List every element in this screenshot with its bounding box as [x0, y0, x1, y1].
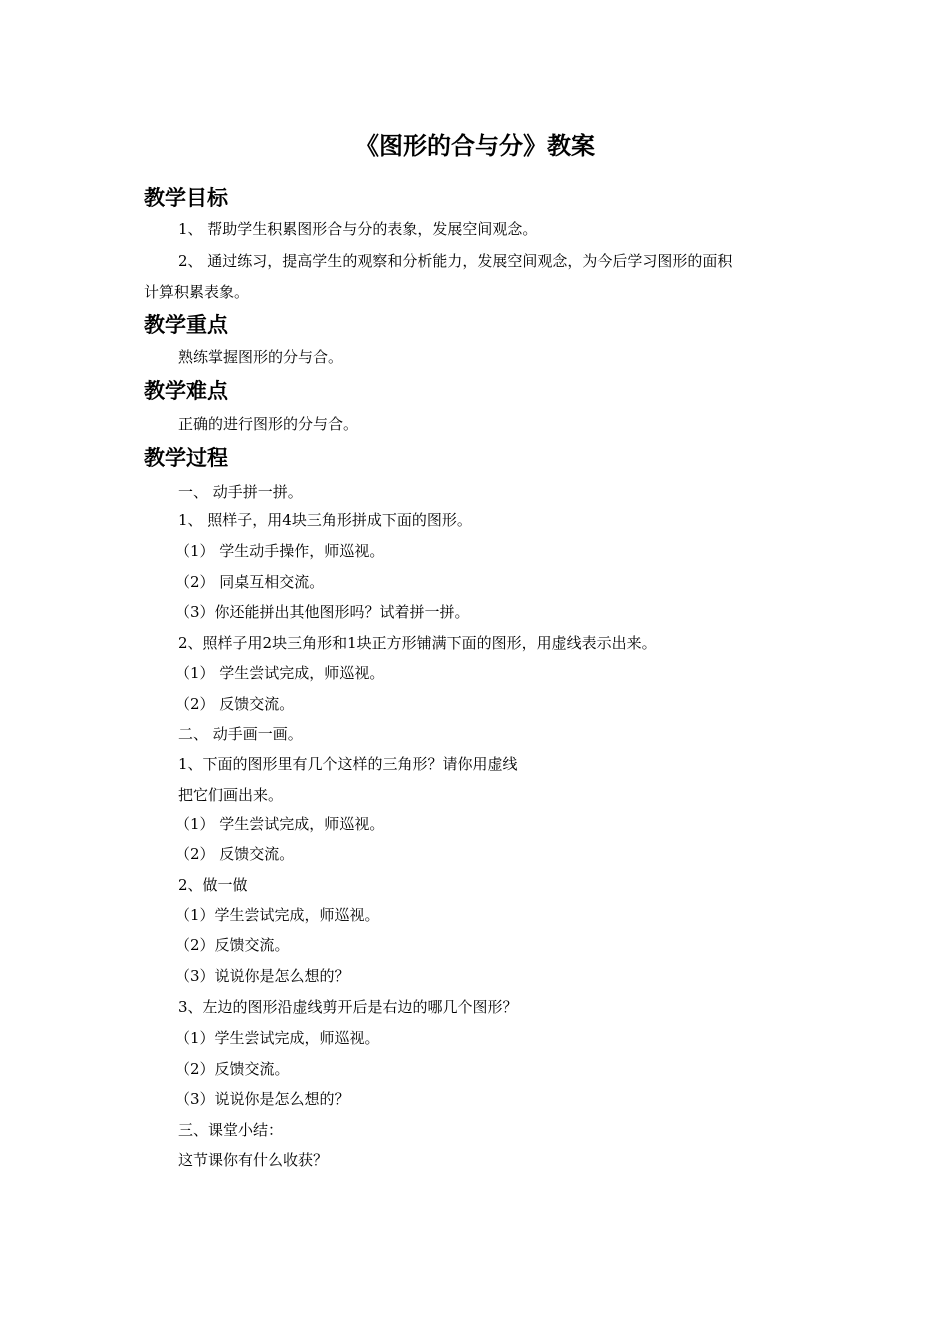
process-line: 1、下面的图形里有几个这样的三角形？请你用虚线 [178, 755, 518, 773]
process-line: （3）说说你是怎么想的？ [175, 1090, 350, 1108]
process-line: 2、照样子用2块三角形和1块正方形铺满下面的图形，用虚线表示出来。 [178, 634, 657, 652]
goal-item: 1、 帮助学生积累图形合与分的表象，发展空间观念。 [178, 220, 538, 238]
section-heading-difficulties: 教学难点 [144, 379, 228, 403]
process-line: （2） 反馈交流。 [175, 695, 295, 713]
process-line: 这节课你有什么收获？ [178, 1151, 329, 1169]
process-line: （2） 反馈交流。 [175, 845, 295, 863]
process-line: 1、 照样子，用4块三角形拼成下面的图形。 [178, 511, 472, 529]
process-line: （2） 同桌互相交流。 [175, 573, 325, 591]
process-line: （3）你还能拼出其他图形吗？试着拼一拼。 [175, 603, 470, 621]
key-points-text: 熟练掌握图形的分与合。 [178, 348, 344, 366]
goal-item: 2、 通过练习，提高学生的观察和分析能力，发展空间观念，为今后学习图形的面积 [178, 252, 733, 270]
process-line: （1）学生尝试完成，师巡视。 [175, 906, 380, 924]
section-heading-goals: 教学目标 [144, 186, 228, 210]
process-line: （2）反馈交流。 [175, 1060, 290, 1078]
process-line: 一、 动手拼一拼。 [178, 483, 303, 501]
process-line: （1） 学生尝试完成，师巡视。 [175, 815, 385, 833]
section-heading-key-points: 教学重点 [144, 313, 228, 337]
process-line: （1） 学生动手操作，师巡视。 [175, 542, 385, 560]
process-line: （2）反馈交流。 [175, 936, 290, 954]
process-line: （1） 学生尝试完成，师巡视。 [175, 664, 385, 682]
process-line: 3、左边的图形沿虚线剪开后是右边的哪几个图形？ [178, 998, 518, 1016]
process-line: 二、 动手画一画。 [178, 725, 303, 743]
section-heading-process: 教学过程 [144, 446, 228, 470]
process-line: （1）学生尝试完成，师巡视。 [175, 1029, 380, 1047]
goal-item-continuation: 计算积累表象。 [144, 283, 250, 301]
process-line: （3）说说你是怎么想的？ [175, 967, 350, 985]
process-line: 把它们画出来。 [178, 786, 284, 804]
difficulties-text: 正确的进行图形的分与合。 [178, 415, 359, 433]
process-line: 2、做一做 [178, 876, 248, 894]
process-line: 三、课堂小结： [178, 1121, 284, 1139]
page-title: 《图形的合与分》教案 [355, 132, 595, 160]
